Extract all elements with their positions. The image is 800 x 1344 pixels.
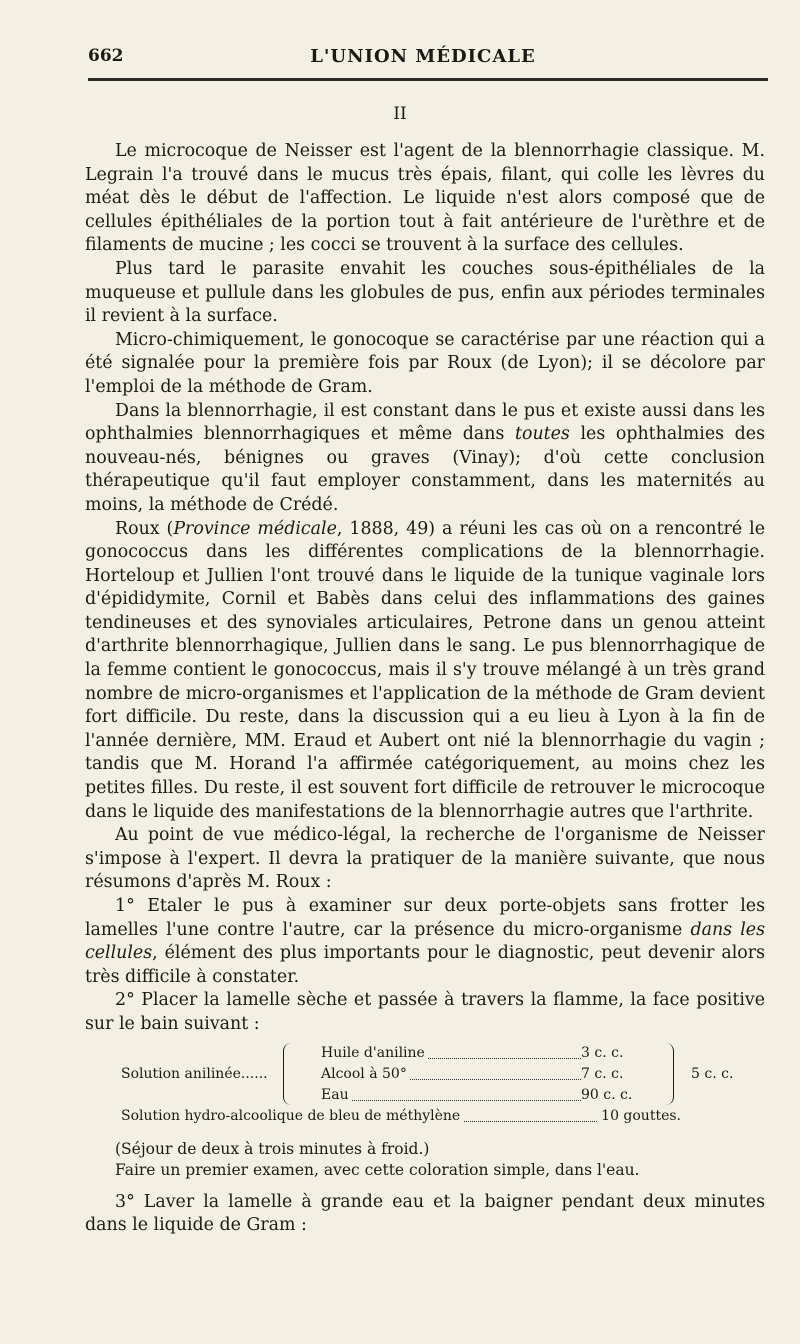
formula-methylene-line: Solution hydro-alcoolique de bleu de méthylène 10 gouttes. <box>121 1106 681 1127</box>
left-brace <box>283 1043 294 1105</box>
section-number: II <box>393 104 407 124</box>
note-1: (Séjour de deux à trois minutes à froid.) <box>115 1139 430 1158</box>
right-brace <box>663 1043 674 1105</box>
ingredient-row: Alcool à 50° 7 c. c. <box>321 1065 624 1082</box>
step-3: 3° Laver la lamelle à grande eau et la baigner pendant deux minutes dans le liquide de Gram : <box>85 1191 765 1236</box>
paragraph-6: Au point de vue médico-légal, la recherche de l'organisme de Neisser s'impose à l'expert. Il devra la pratiquer de la manière suivante, que nous résumons d'après M. Roux : <box>85 825 765 893</box>
emphasis: Province médicale <box>173 518 337 539</box>
paragraph-4: Dans la blennorrhagie, il est constant dans le pus et existe aussi dans les ophthalmies blennorrhagiques et même dans toutes les ophthalmies des nouveau-nés, bénignes ou graves (Vinay); d'où cette conclusion thérapeutique qu'il faut employer constamment, dans les maternités au moins, la méthode de Crédé. <box>85 400 765 515</box>
article-body <box>85 140 765 1238</box>
formula-total: 5 c. c. <box>691 1065 734 1082</box>
step-1: 1° Etaler le pus à examiner sur deux porte-objets sans frotter les lamelles l'une contre l'autre, car la présence du micro-organisme dans les cellules, élément des plus importants pour le diagnostic, peut devenir alors très difficile à constater. <box>85 896 765 987</box>
header-rule <box>88 78 768 81</box>
paragraph-2: Plus tard le parasite envahit les couches sous-épithéliales de la muqueuse et pullule dans les globules de pus, enfin aux périodes terminales il revient à la surface. <box>85 258 765 327</box>
note-2: Faire un premier examen, avec cette coloration simple, dans l'eau. <box>115 1160 640 1179</box>
step-2: 2° Placer la lamelle sèche et passée à travers la flamme, la face positive sur le bain suivant : <box>85 990 765 1034</box>
emphasis: dans les cellules <box>85 919 765 964</box>
formula-label: Solution anilinée...... <box>121 1065 268 1082</box>
journal-title: L'UNION MÉDICALE <box>310 46 536 67</box>
ingredient-row: Huile d'aniline 3 c. c. <box>321 1044 624 1061</box>
page-number: 662 <box>88 46 124 66</box>
running-header <box>88 46 758 70</box>
formula-ingredients <box>321 1043 661 1106</box>
paragraph-1: Le microcoque de Neisser est l'agent de la blennorrhagie classique. M. Legrain l'a trouvé dans le mucus très épais, filant, qui colle les lèvres du méat dès le début de l'affection. Le liquide n'est alors composé que de cellules épithéliales de la portion tout à fait antérieure de l'urèthre et de filaments de mucine ; les cocci se trouvent à la surface des cellules. <box>85 141 765 256</box>
staining-formula <box>85 1043 765 1135</box>
emphasis: toutes <box>514 424 570 445</box>
ingredient-row: Eau 90 c. c. <box>321 1086 633 1103</box>
paragraph-5: Roux (Province médicale, 1888, 49) a réuni les cas où on a rencontré le gonococcus dans les différentes complications de la blennorrhagie. Horteloup et Jullien l'ont trouvé dans le liquide de la tunique vaginale lors d'épididymite, Cornil et Babès dans celui des inflammations des gaines tendineuses et des synoviales articulaires, Petrone dans un genou atteint d'arthrite blennorrhagique, Jullien dans le sang. Le pus blennorrhagique de la femme contient le gonococcus, mais il s'y trouve mélangé à un très grand nombre de micro-organismes et l'application de la méthode de Gram devient fort difficile. Du reste, dans la discussion qui a eu lieu à Lyon à la fin de l'année dernière, MM. Eraud et Aubert ont nié la blennorrhagie du vagin ; tandis que M. Horand l'a affirmée catégoriquement, au moins chez les petites filles. Du reste, il est souvent fort difficile de retrouver le microcoque dans le liquide des manifestations de la blennorrhagie autres que l'arthrite. <box>85 518 765 822</box>
paragraph-3: Micro-chimiquement, le gonocoque se caractérise par une réaction qui a été signalée pour la première fois par Roux (de Lyon); il se décolore par l'emploi de la méthode de Gram. <box>85 329 765 397</box>
